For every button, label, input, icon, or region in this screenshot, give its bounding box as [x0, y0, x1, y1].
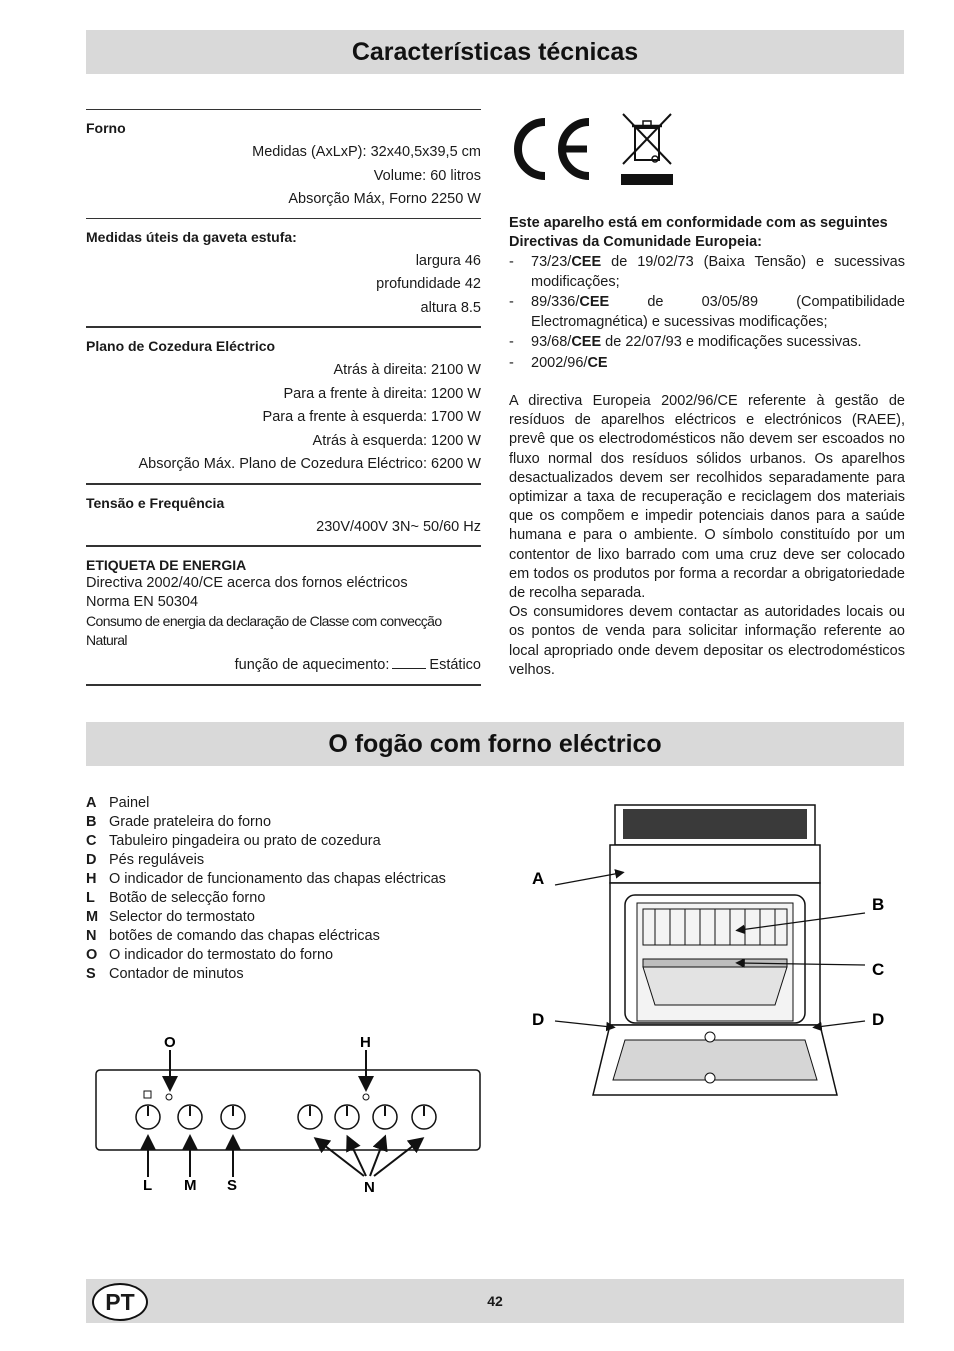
directive-item: - 73/23/CEE de 19/02/73 (Baixa Tensão) e sucessivas modificações; [509, 254, 905, 290]
label-D-left: D [532, 1010, 545, 1029]
list-item: N botões de comando das chapas eléctricas [86, 928, 380, 944]
footer [86, 1279, 904, 1323]
label-N: N [364, 1179, 375, 1196]
list-item: M Selector do termostato [86, 909, 255, 925]
label-H: H [360, 1034, 371, 1051]
label-L: L [143, 1177, 153, 1194]
spec-heading: Plano de Cozedura Eléctrico [86, 338, 276, 354]
list-item: L Botão de selecção forno [86, 890, 266, 906]
spec-row: 230V/400V 3N~ 50/60 Hz [316, 518, 481, 535]
energy-consumption: Consumo de energia da declaração de Classe com convecção Natural [86, 613, 442, 648]
language-badge: PT [92, 1283, 148, 1321]
heating-function-value: Estático [429, 657, 481, 673]
spec-row: Volume: 60 litros [373, 167, 481, 184]
label-D-right: D [872, 1010, 885, 1029]
spec-row: Para a frente à esquerda: 1700 W [262, 409, 481, 425]
weee-paragraph: A directiva Europeia 2002/96/CE referente à gestão de resíduos de aparelhos eléctricos e electrónicos (RAEE), prevê que os electrodomésticos não devem ser escoados no fluxo normal dos resíduos sólidos urbanos. Os aparelhos desactualizados devem ser recolhidos separadamente para optimizar a taxa de recuperação e reciclagem dos materiais que os compõem e impedir potenciais danos para a saúde humana e para o ambiente. O símbolo constituído por um contentor de lixo barrado com uma cruz deve ser colocado em todos os produtos por forma a recordar a obrigatoriedade de recolha separada. [509, 393, 905, 602]
door-glass [613, 1040, 817, 1080]
section-title: O fogão com forno eléctrico [86, 722, 904, 766]
label-M: M [184, 1177, 197, 1194]
spec-row: Absorção Máx. Plano de Cozedura Eléctrico: 6200 W [138, 456, 481, 472]
spec-heading: Tensão e Frequência [86, 494, 225, 511]
spec-row: Medidas (AxLxP): 32x40,5x39,5 cm [252, 144, 481, 160]
consumer-paragraph: Os consumidores devem contactar as autoridades locais ou os pontos de venda para solicitar informação referente ao local apropriado onde devem depositar os electrodomésticos velhos. [509, 604, 905, 678]
label-C: C [872, 960, 885, 979]
control-panel [610, 845, 820, 883]
list-item: H O indicador de funcionamento das chapas eléctricas [86, 871, 446, 887]
control-panel-diagram [88, 1030, 488, 1200]
list-item: O O indicador do termostato do forno [86, 947, 334, 963]
directive-item: - 89/336/CEE de 03/05/89 (Compatibilidade Electromagnética) e sucessivas modificações; [509, 294, 905, 330]
blank-line [392, 658, 426, 669]
parts-list [86, 794, 446, 984]
label-B: B [872, 895, 885, 914]
spec-drawer [86, 218, 481, 327]
list-item: A Painel [86, 795, 150, 811]
spec-heading: ETIQUETA DE ENERGIA [86, 557, 247, 573]
spec-row: Para a frente à direita: 1200 W [283, 385, 481, 402]
spec-heading: Medidas úteis da gaveta estufa: [86, 228, 297, 245]
weee-bin-icon [621, 112, 681, 192]
spec-row: altura 8.5 [420, 299, 481, 316]
compliance-column [509, 110, 905, 680]
energy-norm: Norma EN 50304 [86, 594, 199, 610]
list-item: C Tabuleiro pingadeira ou prato de cozedura [86, 833, 381, 849]
hob-surface [623, 809, 807, 839]
spec-oven [86, 109, 481, 218]
heating-function-label: função de aquecimento: [234, 657, 390, 673]
list-item: B Grade prateleira do forno [86, 814, 272, 830]
specs-column [86, 109, 481, 686]
label-S: S [227, 1177, 238, 1194]
page-title: Características técnicas [86, 30, 904, 74]
spec-row: profundidade 42 [376, 276, 481, 292]
list-item: S Contador de minutos [86, 966, 244, 982]
spec-energy [86, 545, 481, 684]
label-O: O [164, 1034, 176, 1051]
spec-hob [86, 326, 481, 483]
cooker-diagram [525, 795, 905, 1135]
directive-item: - 93/68/CEE de 22/07/93 e modificações sucessivas. [509, 334, 862, 350]
label-A: A [532, 869, 545, 888]
divider [86, 684, 481, 686]
page-number: 42 [487, 1293, 503, 1309]
heating-function [86, 654, 481, 678]
spec-row: largura 46 [415, 252, 481, 269]
list-item: D Pés reguláveis [86, 852, 205, 868]
spec-row: Absorção Máx, Forno 2250 W [288, 191, 481, 207]
compliance-intro: Este aparelho está em conformidade com as seguintes Directivas da Comunidade Europeia: [509, 215, 888, 250]
spec-row: Atrás à esquerda: 1200 W [312, 432, 481, 449]
energy-directive: Directiva 2002/40/CE acerca dos fornos eléctricos [86, 575, 408, 591]
oven-knobs [136, 1105, 245, 1129]
spec-row: Atrás à direita: 2100 W [333, 362, 481, 378]
spec-heading: Forno [86, 120, 126, 136]
spec-voltage [86, 483, 481, 546]
directive-item: - 2002/96/CE [509, 354, 608, 371]
